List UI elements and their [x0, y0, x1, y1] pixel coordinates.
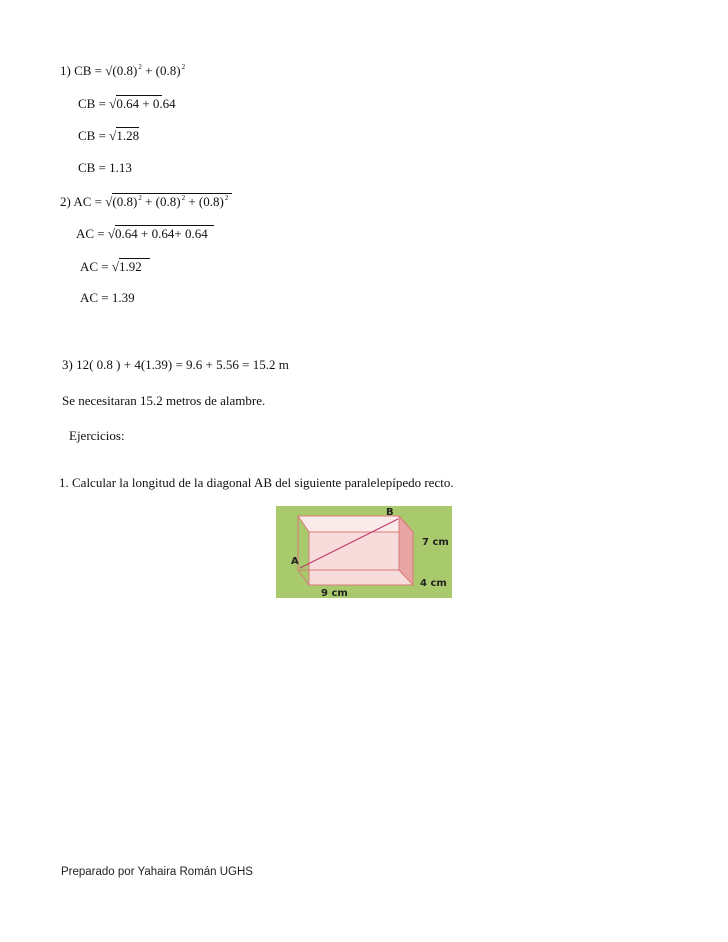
- exercises-heading: Ejercicios:: [69, 428, 125, 443]
- step2-line3: [80, 258, 150, 275]
- radicand-group: [112, 193, 232, 212]
- label-depth: 4 cm: [420, 578, 447, 589]
- step1-line3-prefix: CB = √: [78, 128, 117, 143]
- step1-line2-prefix: CB = √: [78, 96, 117, 111]
- label-b: B: [386, 507, 394, 518]
- conclusion-text: Se necesitaran 15.2 metros de alambre.: [62, 393, 266, 408]
- radicand: 1.92: [119, 258, 150, 274]
- step1-line1-prefix: 1) CB = √: [60, 63, 113, 78]
- radicand: 1.28: [116, 128, 140, 143]
- label-width: 9 cm: [321, 588, 348, 598]
- parallelepiped-figure: [276, 506, 452, 598]
- exercise-1-text: 1. Calcular la longitud de la diagonal AB del siguiente paralelepípedo recto.: [59, 475, 454, 490]
- step1-line4: CB = 1.13: [78, 160, 132, 175]
- exponent: 2: [138, 194, 142, 202]
- label-a: A: [291, 556, 299, 567]
- step2-line3-prefix: AC = √: [80, 259, 120, 274]
- exponent: 2: [181, 194, 186, 202]
- plus-sign: +: [141, 194, 156, 209]
- step1-line2: [78, 95, 176, 112]
- step1-line1: [60, 63, 185, 81]
- radicand: 0.64 + 0.64+ 0.64: [115, 225, 214, 241]
- step2-line1-prefix: 2) AC = √: [60, 194, 113, 209]
- label-height: 7 cm: [422, 537, 449, 548]
- step1-line3: [78, 127, 139, 144]
- exponent: 2: [138, 63, 142, 71]
- step1-line1-term-b: (0.8): [155, 63, 181, 78]
- step3-line: 3) 12( 0.8 ) + 4(1.39) = 9.6 + 5.56 = 15.2 m: [62, 357, 289, 372]
- step2-term-c: (0.8): [198, 194, 224, 209]
- footer-credit: Preparado por Yahaira Román UGHS: [61, 866, 253, 878]
- box-front-face: [309, 532, 413, 585]
- step2-line2: [76, 225, 214, 242]
- plus-sign: +: [141, 63, 156, 78]
- radicand: 0.64 + 0.64: [116, 96, 176, 111]
- step2-line4: AC = 1.39: [80, 290, 135, 305]
- step1-line1-term-a: (0.8): [112, 63, 138, 78]
- exponent: 2: [181, 63, 186, 71]
- box-top-face: [298, 516, 413, 532]
- step2-line2-prefix: AC = √: [76, 226, 116, 241]
- step2-term-b: (0.8): [155, 194, 181, 209]
- step2-term-a: (0.8): [112, 194, 138, 209]
- exponent: 2: [224, 194, 229, 202]
- plus-sign: +: [185, 194, 199, 209]
- step2-line1: [60, 193, 232, 212]
